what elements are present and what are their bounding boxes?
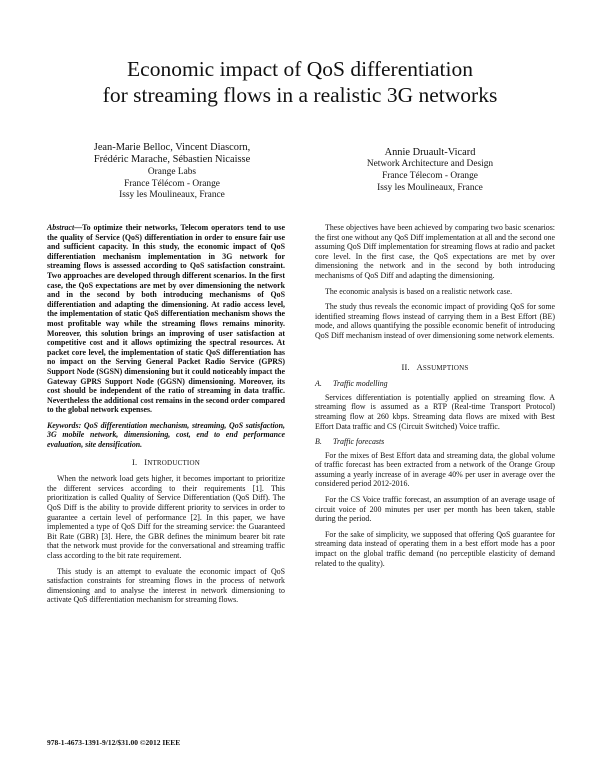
forecast-paragraph-3: For the sake of simplicity, we supposed that offering QoS guarantee for streaming data instead of operating them in a best effort mode has a poor impact on the global traffic demand (no perceptible elasticity of demand related to the quality). <box>315 529 555 568</box>
subsection-a-label: A. <box>315 379 322 389</box>
left-column <box>47 223 285 611</box>
author-dept-right: Network Architecture and Design <box>366 159 494 170</box>
section-2-first-letter: A <box>416 362 423 372</box>
abstract-label: Abstract <box>47 223 75 232</box>
forecast-paragraph-1: For the mixes of Best Effort data and streaming data, the global volume of traffic forecast has been extracted from a network of the Orange Group assuming a yearly increase of in average 40% per user in average over the considered period 2012-2016. <box>315 450 555 489</box>
subsection-b-title: Traffic forecasts <box>333 437 385 447</box>
right-column <box>315 223 555 574</box>
authors-right <box>330 147 530 195</box>
author-company: France Télécom - Orange <box>124 178 220 189</box>
author-name-right: Annie Druault-Vicard <box>384 147 476 158</box>
analysis-paragraph: The economic analysis is based on a realistic network case. <box>325 286 513 296</box>
section-heading-assumptions <box>315 363 555 374</box>
abstract-text: —To optimize their networks, Telecom operators tend to use the quality of Service (QoS) differentiation in order to ensure fair use and sufficient capacity. In this study, the economic impact of QoS differentiation mechanism implementation in 3G network for streaming flows is assessed according to QoS satisfaction constraint. Two approaches are developed through different scenarios. In the first case, the QoS expectations are met by over dimensioning the network and in the second by both introducing mechanisms of QoS differentiation and adapting the dimensioning. At radio access level, the implementation of static QoS differentiation mechanism shows the most profitable way while the streaming flows remains minority. Moreover, this solution brings an improving of user satisfaction at competitive cost and it allows optimizing the spectral resources. At packet core level, the implementation of static QoS differentiation has no impact on the Serving General Packet Radio Service (GPRS) Support Node (SGSN) dimensioning but it could noticeably impact the Gateway GPRS Support Node (GGSN) dimensioning. Moreover, its cost should be independent of the ratio of streaming in data traffic. Nevertheless the additional cost remains in the second order compared to the global network expenses. <box>47 223 285 415</box>
intro-paragraph-2: This study is an attempt to evaluate the economic impact of QoS satisfaction constraints for streaming flows in the process of network dimensioning and to analyse the interest in network dimensioning to activate QoS differentiation mechanism for streaming flows. <box>47 566 285 605</box>
keywords-label: Keywords: <box>47 420 82 430</box>
subsection-heading-traffic-modelling <box>315 379 555 389</box>
keywords <box>47 421 285 450</box>
section-2-rest: SSUMPTIONS <box>422 363 469 372</box>
author-names-line-2: Frédéric Marache, Sébastien Nicaisse <box>93 154 251 166</box>
section-1-first-letter: I <box>144 457 148 467</box>
section-heading-introduction <box>47 458 285 469</box>
objectives-paragraph: These objectives have been achieved by comparing two basic scenarios: the first one without any QoS Diff implementation at all and the second one assuming QoS Diff implementation for streaming flows at radio and packet core level. In the first case, the QoS expectations are met by over dimensioning the network and in the second by both introducing mechanisms of QoS Diff and adapting the dimensioning. <box>315 223 555 280</box>
section-2-numeral: II. <box>401 362 410 372</box>
section-1-numeral: I. <box>132 457 138 467</box>
copyright-footer: 978-1-4673-1391-9/12/$31.00 ©2012 IEEE <box>47 738 181 747</box>
section-1-rest: NTRODUCTION <box>147 458 200 467</box>
title-line-1: Economic impact of QoS differentiation <box>127 57 473 81</box>
author-city-right: Issy les Moulineaux, France <box>377 183 483 193</box>
keywords-text: QoS differentiation mechanism, streaming, QoS satisfaction, 3G mobile network, dimensioning, cost, end to end performance evaluation, site densification. <box>47 420 285 450</box>
author-company-right: France Télecom - Orange <box>382 171 478 182</box>
author-names-line-1: Jean-Marie Belloc, Vincent Diascorn, <box>93 142 251 153</box>
authors-left <box>56 142 288 202</box>
title-line-2: for streaming flows in a realistic 3G networks <box>102 83 498 107</box>
paper-title <box>40 56 560 108</box>
author-city: Issy les Moulineaux, France <box>119 190 225 201</box>
author-org: Orange Labs <box>147 166 197 177</box>
subsection-b-label: B. <box>315 437 322 447</box>
intro-paragraph-1: When the network load gets higher, it becomes important to prioritize the different services according to their requirements [1]. This prioritization is called Quality of Service Differentiation (QoS Diff). The QoS Diff is the ability to provide different priority to services in order to guarantee a certain level of performance [2]. In this paper, we have implemented a type of QoS Diff for the streaming service: the Guaranteed Bit Rate (GBR) [3]. Here, the GBR defines the minimum bearer bit rate that the network must provide for the conversational and streaming traffic class according to the bit rate requirement. <box>47 474 285 560</box>
subsection-heading-traffic-forecasts <box>315 437 555 447</box>
traffic-modelling-paragraph: Services differentiation is potentially applied on streaming flow. A streaming flow is assumed as a RTP (Real-time Transport Protocol) streaming flow at 260 kbps. Streaming data flows are mixed with Best Effort Data traffic and CS (Circuit Switched) Voice traffic. <box>315 392 555 431</box>
study-paragraph: The study thus reveals the economic impact of providing QoS for some identified streaming flows instead of carrying them in a Best Effort (BE) mode, and allows quantifying the possible economic benefit of introducing QoS Diff mechanism instead of over dimensioning some network elements. <box>315 302 555 340</box>
subsection-a-title: Traffic modelling <box>333 379 388 389</box>
abstract <box>47 223 285 415</box>
forecast-paragraph-2: For the CS Voice traffic forecast, an assumption of an average usage of circuit voice of 200 minutes per user per month has been taken, stable during the period. <box>315 495 555 524</box>
